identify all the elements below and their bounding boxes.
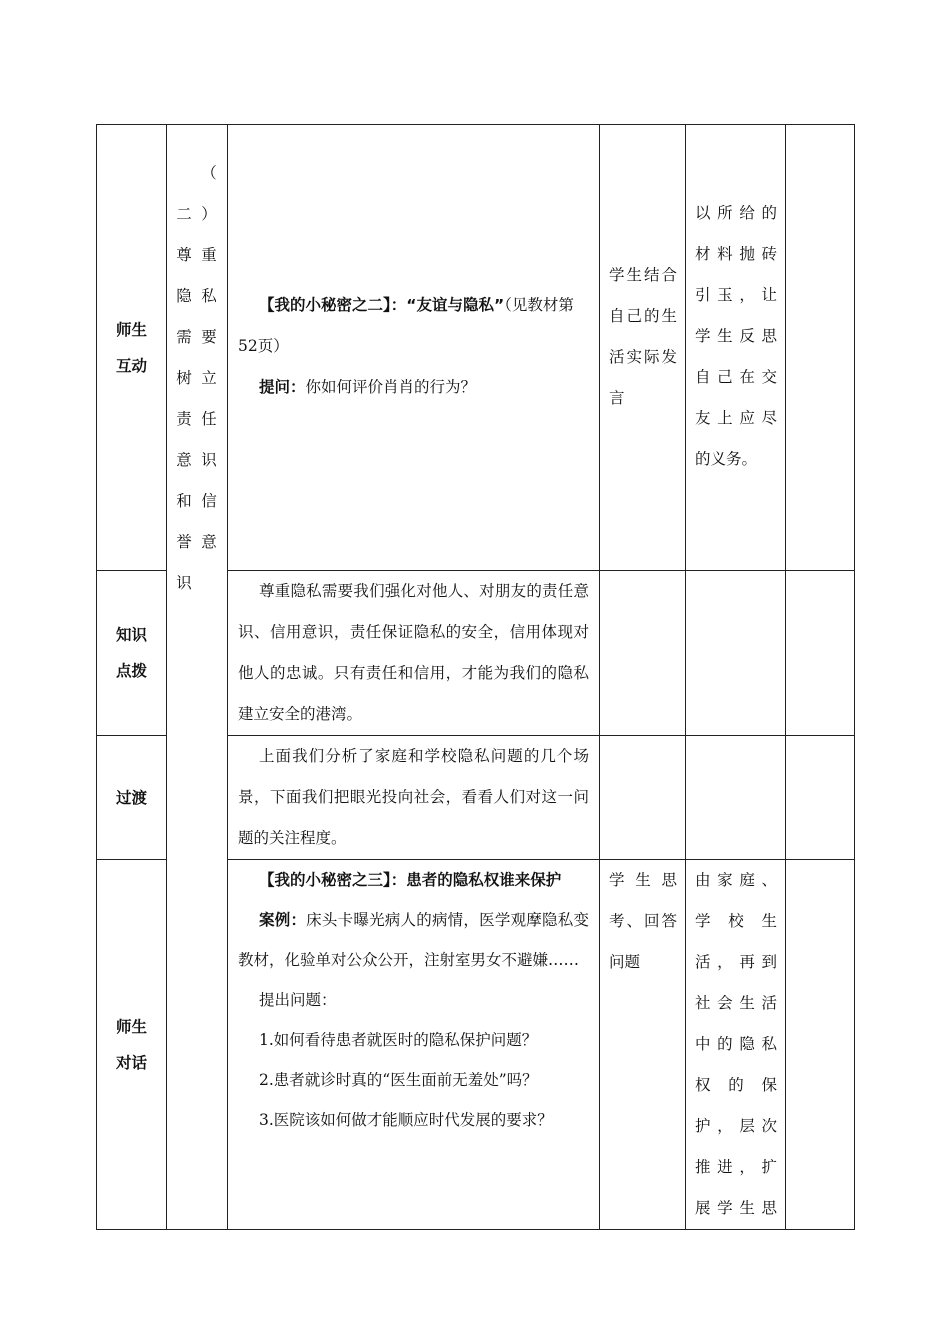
purpose-line: 社会生活	[695, 994, 777, 1012]
stage-label: 知识	[115, 626, 147, 644]
char: 立	[201, 369, 217, 387]
purpose-line: 由家庭、	[695, 871, 777, 889]
knowledge-text: 尊重隐私需要我们强化对他人、对朋友的责任意识、信用意识，责任保证隐私的安全，信用体现对他人的忠诚。只有责任和信用，才能为我们的隐私建立安全的港湾。	[238, 582, 589, 723]
stage-label: 点拨	[115, 662, 147, 680]
char: 意	[176, 451, 192, 469]
empty-cell	[786, 125, 855, 571]
design-purpose-cell	[686, 125, 786, 571]
purpose-line: 材料抛砖	[695, 245, 777, 263]
purpose-line: 推进，扩	[695, 1158, 777, 1176]
question-label: 提问：	[259, 378, 306, 396]
student-activity-text: 学生结合自己的生活实际发言	[609, 266, 677, 407]
prompt-text: 提出问题：	[259, 991, 337, 1009]
stage-label: 互动	[115, 356, 147, 375]
content-cell	[228, 571, 600, 736]
content-cell	[228, 125, 600, 571]
char: 需	[176, 328, 192, 346]
char: 尊	[176, 246, 192, 264]
purpose-line: 学校生	[695, 912, 777, 930]
char: 树	[176, 369, 192, 387]
textbook-reference: （见教材第52页）	[238, 296, 574, 355]
char: 识	[201, 451, 217, 469]
stage-label: 师生	[115, 1017, 147, 1036]
transition-text: 上面我们分析了家庭和学校隐私问题的几个场景，下面我们把眼光投向社会，看看人们对这一问题的关注程度。	[238, 747, 589, 847]
table-row	[97, 125, 855, 571]
char: 任	[201, 410, 217, 428]
purpose-line: 护，层次	[695, 1117, 777, 1135]
section-label-cell	[167, 125, 228, 1230]
char: 二	[176, 205, 192, 223]
empty-cell	[600, 736, 686, 860]
lesson-plan-table	[96, 124, 855, 1230]
purpose-line: 活，再到	[695, 953, 777, 971]
char: 责	[176, 410, 192, 428]
student-activity-cell	[600, 125, 686, 571]
activity-title: 【我的小秘密之三】：患者的隐私权谁来保护	[259, 871, 562, 889]
empty-cell	[686, 736, 786, 860]
purpose-line: 自己在交	[695, 368, 777, 386]
section-label-left-column	[176, 194, 192, 604]
char: 识	[176, 574, 192, 592]
content-cell	[228, 860, 600, 1230]
purpose-line: 展学生思	[695, 1199, 777, 1217]
char: 誉	[176, 533, 192, 551]
stage-cell	[97, 125, 167, 571]
student-activity-cell	[600, 860, 686, 1230]
char: 重	[201, 246, 217, 264]
char: ）	[201, 205, 217, 223]
empty-cell	[786, 860, 855, 1230]
purpose-line: 友上应尽	[695, 409, 777, 427]
purpose-line: 权的保	[695, 1076, 777, 1094]
char: 和	[176, 492, 192, 510]
purpose-line: 中的隐私	[695, 1035, 777, 1053]
case-label: 案例：	[259, 911, 307, 929]
case-text: 床头卡曝光病人的病情，医学观摩隐私变教材，化验单对公众公开，注射室男女不避嫌……	[238, 911, 589, 969]
question-item: 3.医院该如何做才能顺应时代发展的要求？	[259, 1111, 553, 1129]
purpose-line: 引玉，让	[695, 286, 777, 304]
stage-label: 过渡	[115, 788, 147, 807]
purpose-line: 以所给的	[695, 204, 777, 222]
content-cell	[228, 736, 600, 860]
purpose-line: 学生反思	[695, 327, 777, 345]
activity-title: 【我的小秘密之二】：“友谊与隐私”	[259, 296, 505, 314]
student-activity-text: 学生思考、回答问题	[609, 871, 677, 971]
empty-cell	[686, 571, 786, 736]
char: 私	[201, 287, 217, 305]
empty-cell	[786, 736, 855, 860]
question-text: 你如何评价肖肖的行为？	[305, 378, 477, 396]
empty-cell	[600, 571, 686, 736]
char: （	[201, 164, 217, 182]
char: 意	[201, 533, 217, 551]
stage-cell	[97, 571, 167, 736]
stage-label: 师生	[115, 320, 147, 339]
stage-cell	[97, 736, 167, 860]
design-purpose-cell	[686, 860, 786, 1230]
section-label-right-column	[201, 153, 217, 563]
char: 信	[201, 492, 217, 510]
question-item: 1.如何看待患者就医时的隐私保护问题？	[259, 1031, 538, 1049]
stage-cell	[97, 860, 167, 1230]
char: 隐	[176, 287, 192, 305]
char: 要	[201, 328, 217, 346]
empty-cell	[786, 571, 855, 736]
question-item: 2.患者就诊时真的“医生面前无羞处”吗？	[259, 1071, 538, 1089]
stage-label: 对话	[115, 1053, 147, 1072]
purpose-line: 的义务。	[695, 450, 758, 468]
